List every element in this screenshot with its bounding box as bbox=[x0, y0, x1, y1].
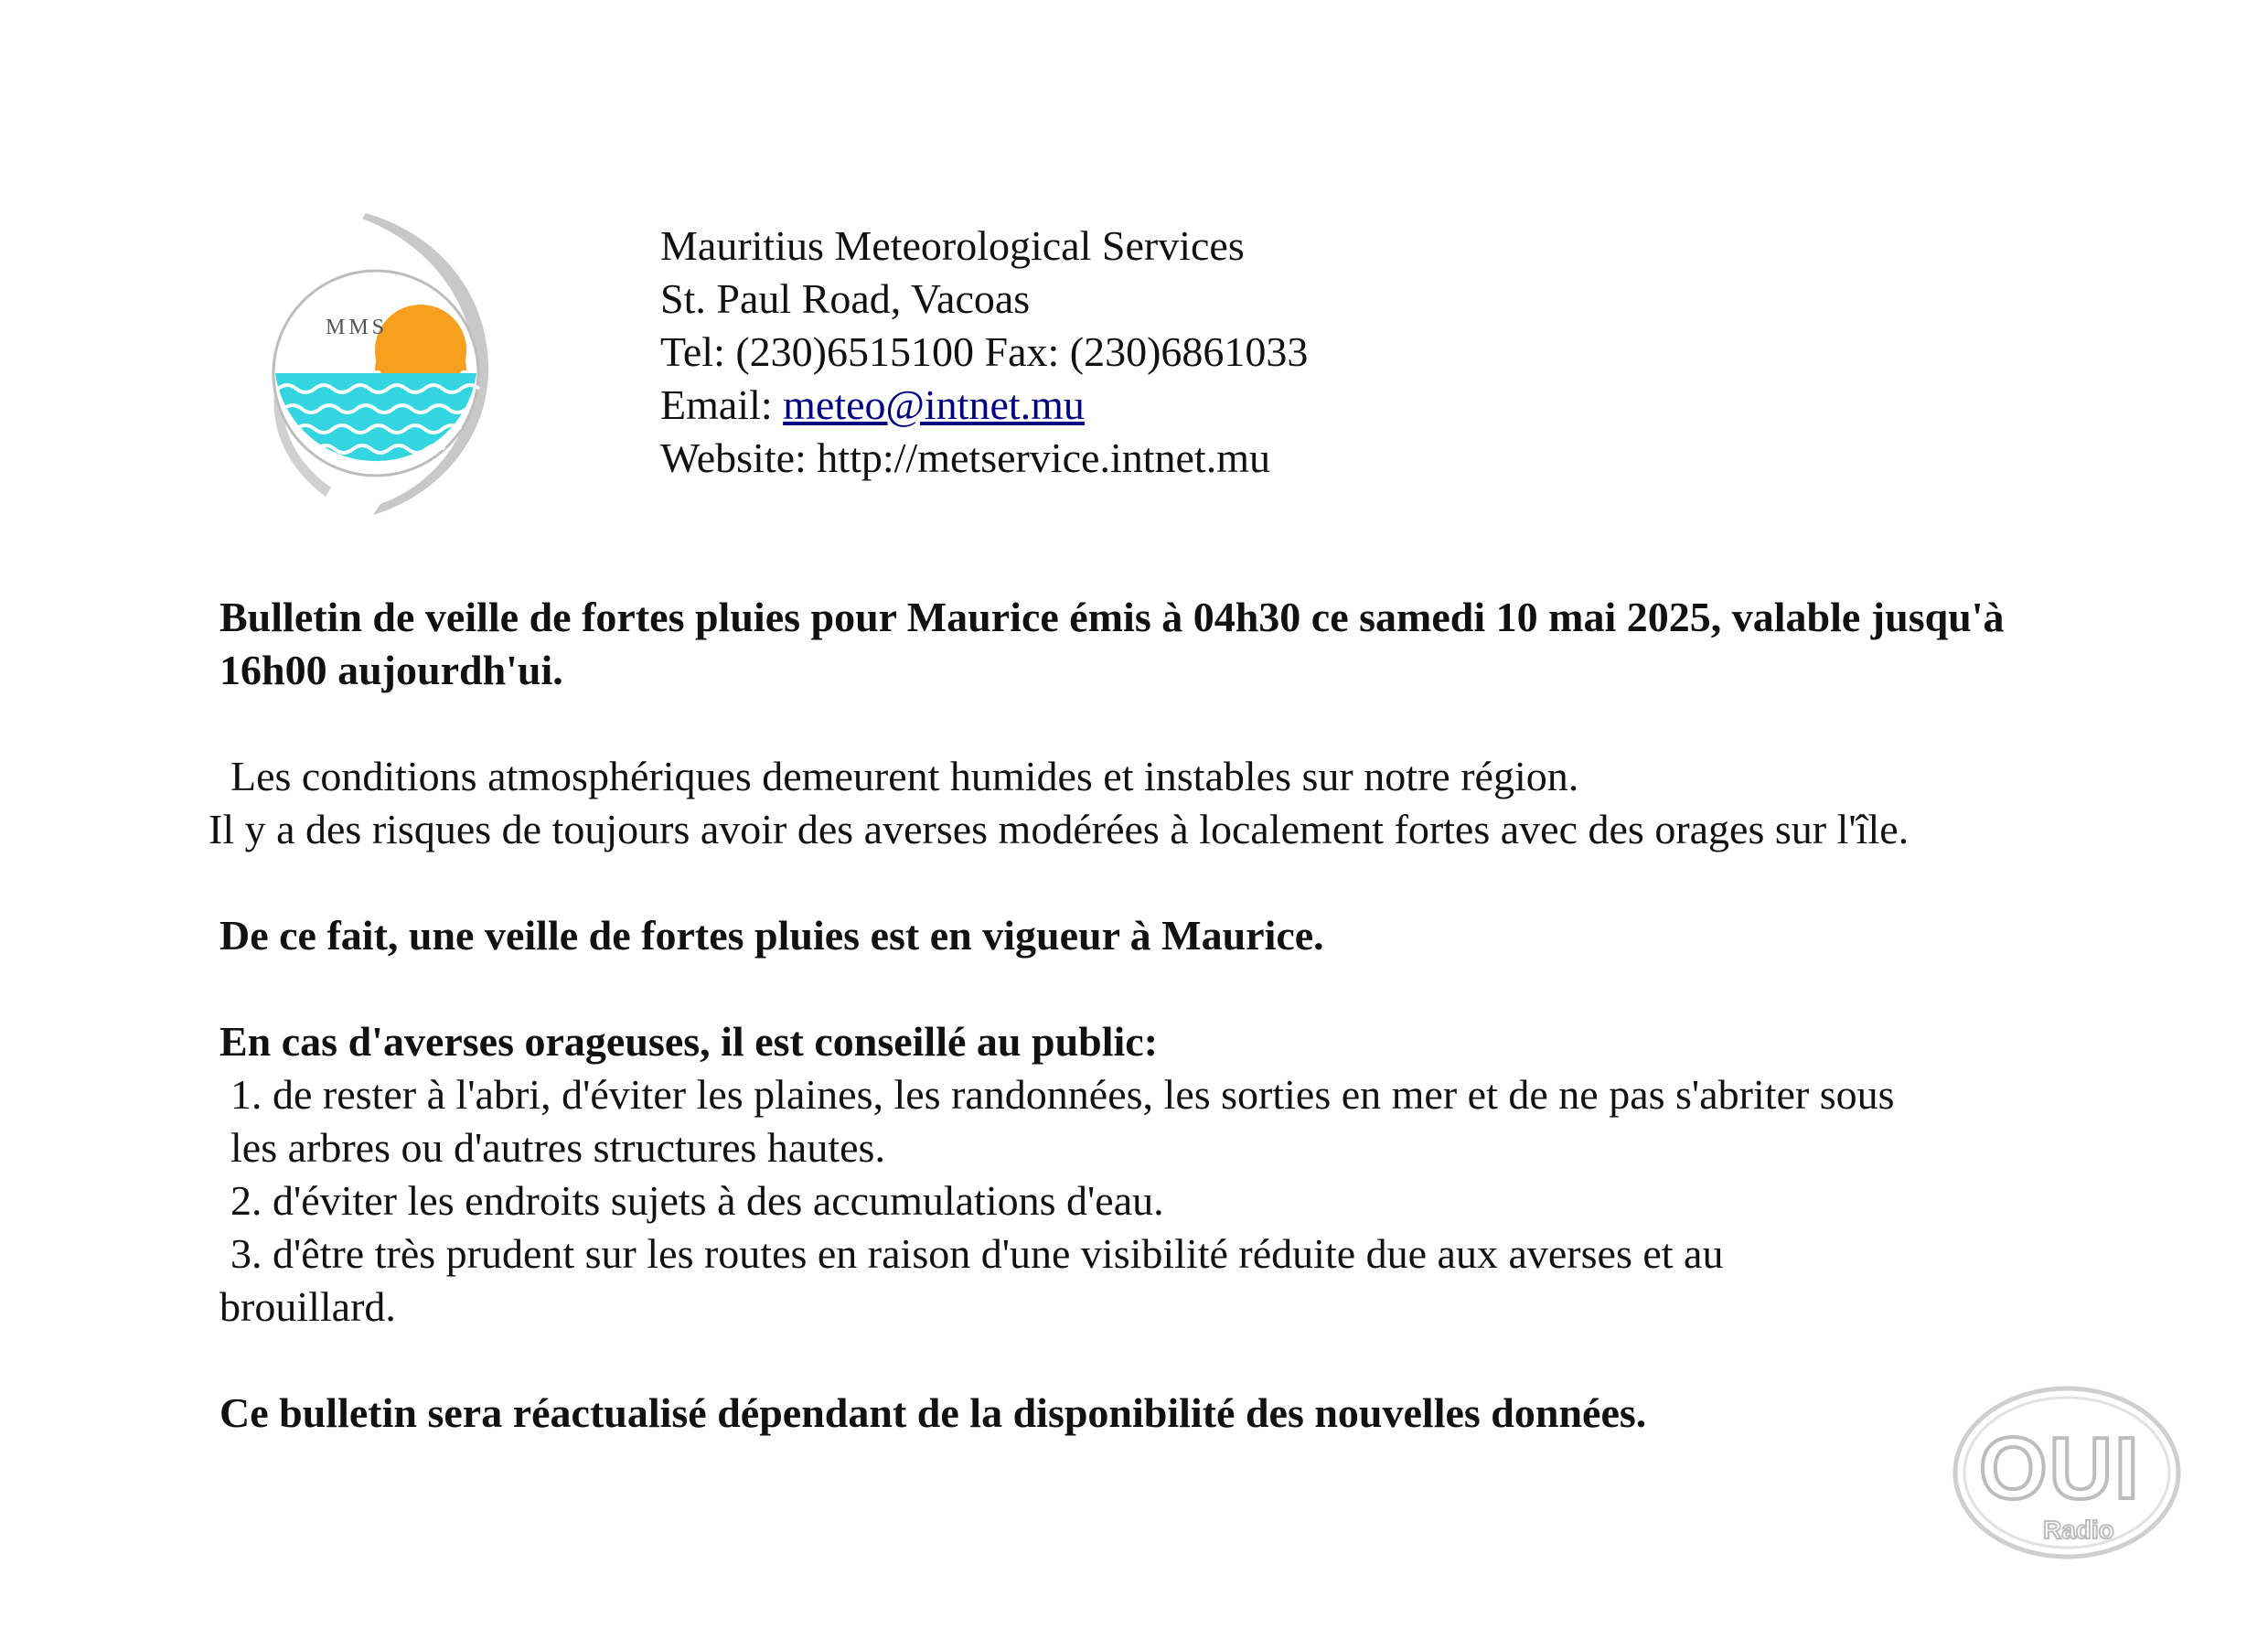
mms-logo bbox=[271, 213, 490, 515]
mms-logo-graphic bbox=[271, 213, 490, 515]
advice-item-3-cont: brouillard. bbox=[219, 1283, 396, 1330]
spacer bbox=[219, 697, 2076, 750]
watermark-radio-text: Radio bbox=[2043, 1516, 2114, 1544]
advice-item-1: 1. de rester à l'abri, d'éviter les plaines, les randonnées, les sorties en mer et de ne pas s'abriter sous bbox=[230, 1071, 1895, 1118]
spacer bbox=[219, 1334, 2076, 1387]
watch-statement: De ce fait, une veille de fortes pluies est en vigueur à Maurice. bbox=[219, 912, 1324, 959]
advice-item-2: 2. d'éviter les endroits sujets à des accumulations d'eau. bbox=[230, 1177, 1164, 1224]
org-tel-fax: Tel: (230)6515100 Fax: (230)6861033 bbox=[660, 328, 1309, 375]
org-website: Website: http://metservice.intnet.mu bbox=[660, 434, 1270, 481]
spacer bbox=[219, 856, 2076, 909]
conditions-line-1: Les conditions atmosphériques demeurent humides et instables sur notre région. bbox=[230, 753, 1579, 799]
oui-radio-watermark bbox=[1948, 1381, 2186, 1564]
watermark-oui-text: OUI bbox=[1979, 1420, 2141, 1517]
header-contact-block bbox=[660, 220, 1308, 485]
mms-logo-text: MMS bbox=[326, 316, 389, 339]
org-name: Mauritius Meteorological Services bbox=[660, 222, 1245, 269]
org-address: St. Paul Road, Vacoas bbox=[660, 275, 1031, 322]
conditions-line-2: Il y a des risques de toujours avoir des averses modérées à localement fortes avec des orages sur l'île. bbox=[209, 806, 1910, 852]
oui-radio-watermark-graphic bbox=[1948, 1381, 2186, 1564]
advice-item-3: 3. d'être très prudent sur les routes en raison d'une visibilité réduite due aux averses et au bbox=[230, 1230, 1724, 1277]
bulletin-title: Bulletin de veille de fortes pluies pour Maurice émis à 04h30 ce samedi 10 mai 2025, valable jusqu'à 16h00 aujourdh'ui. bbox=[219, 594, 2005, 693]
email-label: Email: bbox=[660, 381, 784, 428]
spacer bbox=[219, 962, 2076, 1015]
bulletin-footer-note: Ce bulletin sera réactualisé dépendant de la disponibilité des nouvelles données. bbox=[219, 1389, 1647, 1436]
bulletin-body bbox=[209, 591, 2076, 1440]
advice-item-1-cont: les arbres ou d'autres structures hautes. bbox=[230, 1124, 885, 1171]
email-link[interactable]: meteo@intnet.mu bbox=[783, 381, 1085, 428]
advice-heading: En cas d'averses orageuses, il est conseillé au public: bbox=[219, 1018, 1159, 1065]
org-email-line bbox=[660, 379, 1308, 432]
